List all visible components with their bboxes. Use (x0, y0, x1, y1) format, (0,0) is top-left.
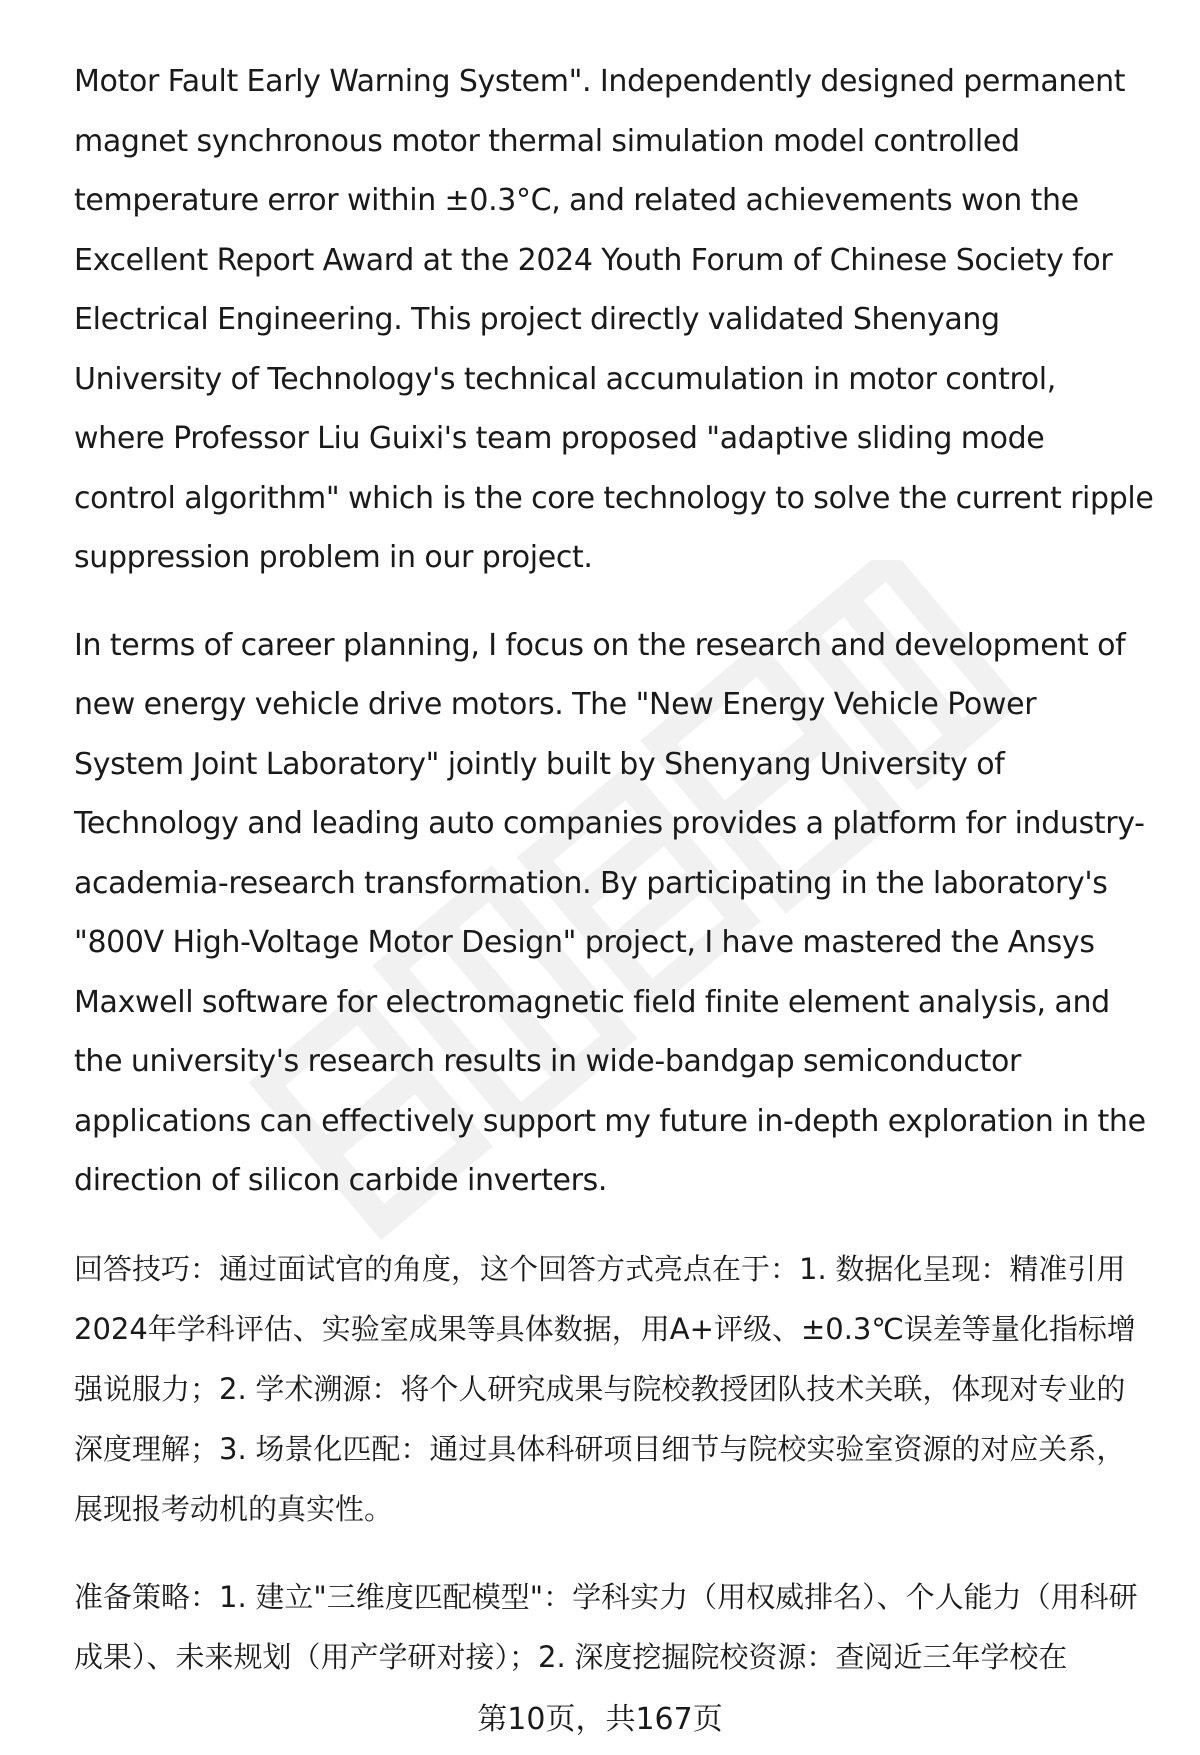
paragraph-preparation-strategy: 准备策略：1. 建立"三维度匹配模型"：学科实力（用权威排名）、个人能力（用科研成果）、未来规划（用产学研对接）；2. 深度挖掘院校资源：查阅近三年学校在 (74, 1579, 1138, 1674)
page-number: 第10页，共167页 (477, 1702, 723, 1737)
paragraph-career-planning: In terms of career planning, I focus on the research and development of new energy vehicle drive motors. The "New Energy Vehicle Power System Joint Laboratory" jointly built by Shenyang University of Technology and leading auto companies provides a platform for industry-academia-research transformation. By participating in the laboratory's "800V High-Voltage Motor Design" project, I have mastered the Ansys Maxwell software for electromagnetic field finite element analysis, and the university's research results in wide-bandgap semiconductor applications can effectively support my future in-depth exploration in the direction of silicon carbide inverters. (74, 627, 1146, 1198)
paragraph-project-summary: Motor Fault Early Warning System". Independently designed permanent magnet synchronous motor thermal simulation model controlled temperature error within ±0.3°C, and related achievements won the Excellent Report Award at the 2024 Youth Forum of Chinese Society for Electrical Engineering. This project directly validated Shenyang University of Technology's technical accumulation in motor control, where Professor Liu Guixi's team proposed "adaptive sliding mode control algorithm" which is the core technology to solve the current ripple suppression problem in our project. (74, 64, 1154, 575)
document-body (74, 52, 1154, 1715)
paragraph-answer-tips: 回答技巧：通过面试官的角度，这个回答方式亮点在于：1. 数据化呈现：精准引用2024年学科评估、实验室成果等具体数据，用A+评级、±0.3℃误差等量化指标增强说服力；2. 学术溯源：将个人研究成果与院校教授团队技术关联，体现对专业的深度理解；3. 场景化匹配：通过具体科研项目细节与院校实验室资源的对应关系，展现报考动机的真实性。 (74, 1251, 1136, 1526)
